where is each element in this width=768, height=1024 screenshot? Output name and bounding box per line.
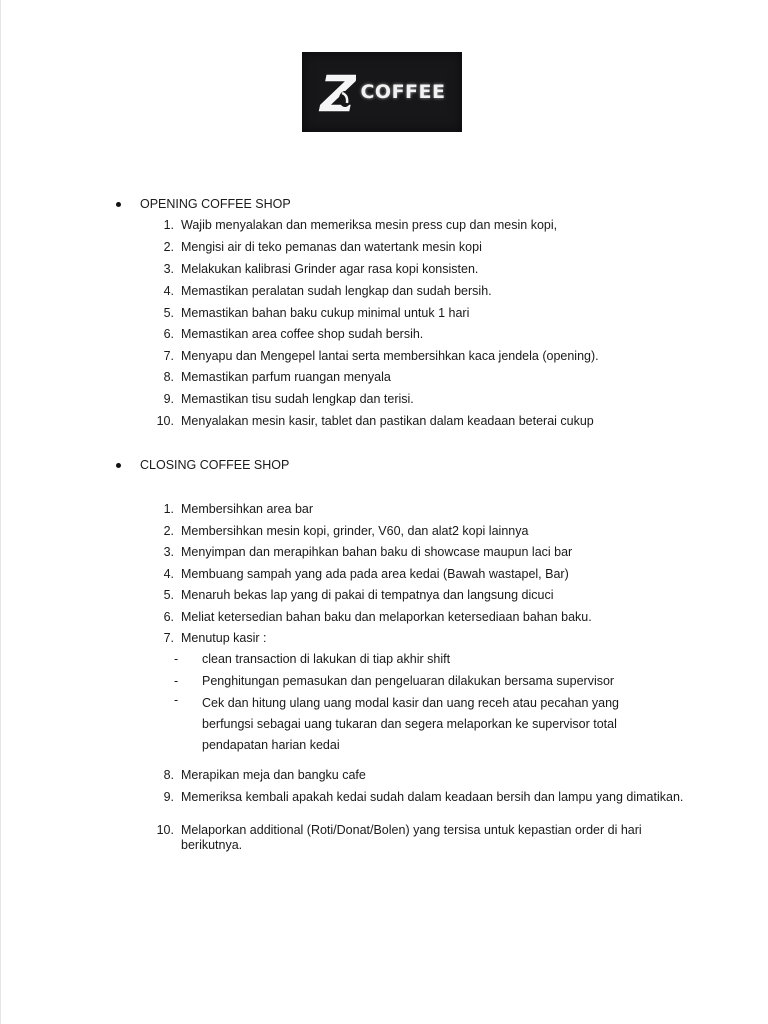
list-item: 5. Memastikan bahan baku cukup minimal untuk 1 hari: [163, 306, 470, 320]
list-item: 10. Melaporkan additional (Roti/Donat/Bolen) yang tersisa untuk kepastian order di hari berikutnya.: [156, 823, 642, 852]
list-item: 1. Membersihkan area bar: [163, 502, 314, 516]
list-item: 3. Melakukan kalibrasi Grinder agar rasa kopi konsisten.: [163, 262, 479, 276]
list-item: 5. Menaruh bekas lap yang di pakai di tempatnya dan langsung dicuci: [163, 588, 554, 602]
closing-checklist: [153, 502, 693, 855]
list-item: 9. Memastikan tisu sudah lengkap dan terisi.: [163, 392, 414, 406]
logo-brand-text: COFFEE: [360, 81, 446, 103]
list-item: 2. Membersihkan mesin kopi, grinder, V60, dan alat2 kopi lainnya: [163, 524, 529, 538]
sub-list-item: - Penghitungan pemasukan dan pengeluaran dilakukan bersama supervisor: [174, 674, 615, 688]
list-item: 6. Meliat ketersedian bahan baku dan melaporkan ketersediaan bahan baku.: [163, 610, 592, 624]
opening-checklist: [153, 218, 693, 436]
opening-title: OPENING COFFEE SHOP: [140, 197, 291, 211]
opening-section-heading: [113, 197, 291, 211]
bullet-icon: [116, 202, 121, 207]
closing-section-heading: [113, 458, 289, 472]
kasir-sublist: [174, 652, 644, 756]
list-item: 7. Menyapu dan Mengepel lantai serta membersihkan kaca jendela (opening).: [163, 349, 599, 363]
z-mark-icon: [318, 69, 356, 115]
sub-list-item: - Cek dan hitung ulang uang modal kasir dan uang receh atau pecahan yang berfungsi sebagai uang tukaran dan segera melaporkan ke supervisor total pendapatan harian kedai: [174, 693, 619, 752]
list-item: 8. Memastikan parfum ruangan menyala: [163, 370, 391, 384]
closing-title: CLOSING COFFEE SHOP: [140, 458, 290, 472]
list-item: 4. Membuang sampah yang ada pada area kedai (Bawah wastapel, Bar): [163, 567, 569, 581]
list-item: 7. Menutup kasir : - clean transaction di lakukan di tiap akhir shift - Penghitungan pemasukan dan pengeluaran dilakukan bersama supervisor - Cek dan hitung ulang uang modal kasir dan uang receh atau pecahan yang berfungsi sebagai uang tukaran dan segera melaporkan ke supervisor total pendapatan harian kedai: [153, 631, 693, 768]
list-item: 2. Mengisi air di teko pemanas dan watertank mesin kopi: [163, 240, 482, 254]
list-item: 6. Memastikan area coffee shop sudah bersih.: [163, 327, 424, 341]
list-item: 1. Wajib menyalakan dan memeriksa mesin press cup dan mesin kopi,: [163, 218, 558, 232]
list-item: 3. Menyimpan dan merapihkan bahan baku di showcase maupun laci bar: [163, 545, 573, 559]
z-coffee-logo: [302, 52, 462, 132]
list-item: 8. Merapikan meja dan bangku cafe: [163, 768, 366, 782]
list-item: 4. Memastikan peralatan sudah lengkap dan sudah bersih.: [163, 284, 492, 298]
list-item: 9. Memeriksa kembali apakah kedai sudah dalam keadaan bersih dan lampu yang dimatikan.: [163, 790, 684, 804]
bullet-icon: [116, 463, 121, 468]
sub-list-item: - clean transaction di lakukan di tiap akhir shift: [174, 652, 451, 666]
list-item: 10. Menyalakan mesin kasir, tablet dan pastikan dalam keadaan beterai cukup: [156, 414, 594, 428]
